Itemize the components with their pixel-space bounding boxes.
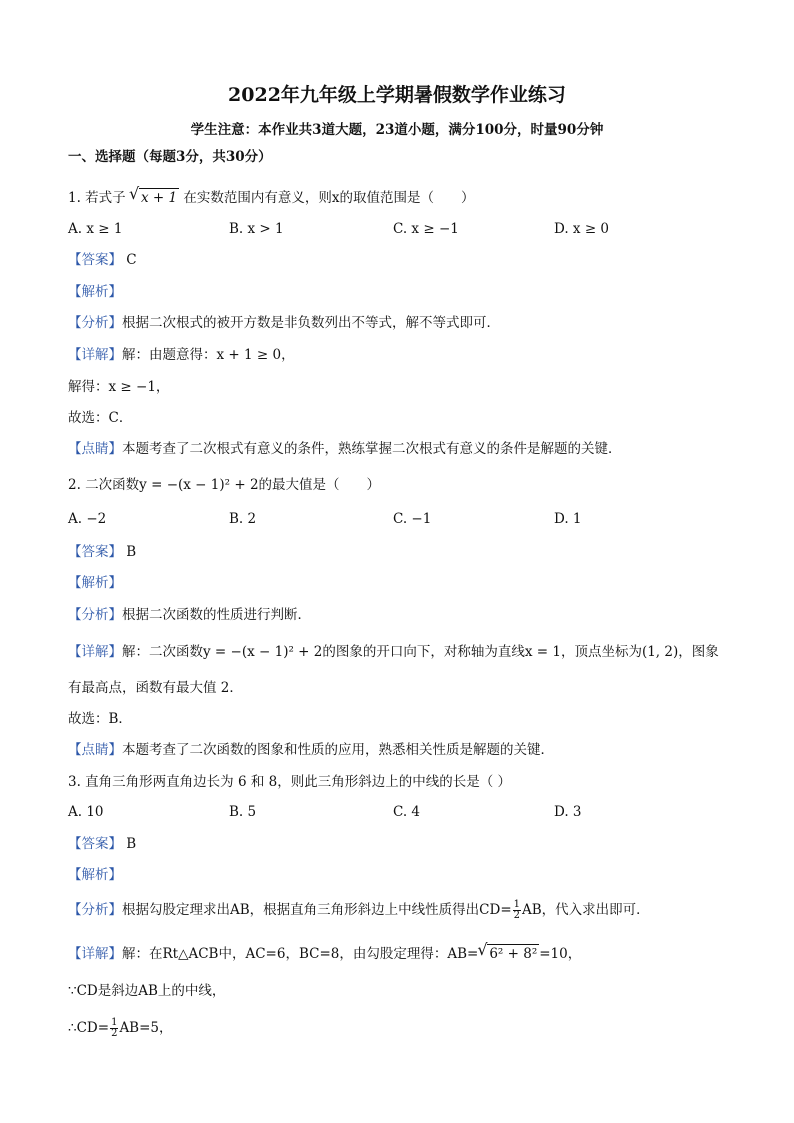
q3-therefore-b: AB=5， [119,1020,173,1036]
q2-answer [68,543,136,561]
q3-detail-b: =10， [539,946,582,962]
q3-sqrt [478,944,539,963]
section-heading: 一、选择题（每题3分，共30分） [68,149,272,165]
q2-option-a: A. −2 [68,511,107,527]
q1-detail-2: 解得：x ≥ −1， [68,379,170,395]
q3-radicand: 6² + 8² [489,946,538,962]
fraction-denominator: 2 [513,910,521,921]
answer-label: 【答案】 [68,836,122,852]
q1-detail [68,346,295,364]
q1-radicand: x + 1 [140,190,178,206]
fraction-numerator: 1 [111,1017,118,1028]
q1-stem [68,188,475,207]
half-fraction [110,1018,118,1039]
q1-suffix: 在实数范围内有意义，则x的取值范围是（ ） [183,190,475,206]
q1-dianjing [68,440,622,458]
answer-label: 【答案】 [68,544,122,560]
detail-label: 【详解】 [68,347,122,363]
q2-fenxi-text: 根据二次函数的性质进行判断． [122,607,311,623]
q1-answer-value: C [126,252,137,268]
q2-option-c: C. −1 [393,511,432,527]
q1-sqrt [130,188,179,207]
q2-dianjing [68,741,554,759]
q2-detail-3: 故选：B． [68,711,132,727]
q1-option-b: B. x > 1 [229,221,284,237]
fenxi-label: 【分析】 [68,902,122,918]
q3-therefore-a: ∴CD= [68,1020,110,1036]
q3-fenxi-a: 根据勾股定理求出AB，根据直角三角形斜边上中线性质得出CD= [122,902,512,918]
q3-detail [68,944,581,963]
student-notice: 学生注意：本作业共3道大题，23道小题，满分100分，时量90分钟 [190,122,604,138]
q3-stem: 3. 直角三角形两直角边长为 6 和 8，则此三角形斜边上的中线的长是（ ） [68,774,512,790]
q1-analysis-label [68,283,122,301]
q3-option-c: C. 4 [393,804,421,820]
q3-option-b: B. 5 [229,804,257,820]
q1-option-a: A. x ≥ 1 [68,221,123,237]
q3-fenxi-b: AB，代入求出即可． [522,902,650,918]
q2-detail-1: 解：二次函数y = −(x − 1)² + 2的图象的开口向下，对称轴为直线x = 1，顶点坐标为(1, 2)，图象 [122,644,719,660]
detail-label: 【详解】 [68,644,122,660]
q2-fenxi [68,606,311,624]
fenxi-label: 【分析】 [68,315,122,331]
fraction-numerator: 1 [513,899,521,910]
q1-prefix: 1. 若式子 [68,190,126,206]
q1-fenxi [68,314,500,332]
q3-answer-value: B [126,836,137,852]
detail-label: 【详解】 [68,946,122,962]
q1-option-d: D. x ≥ 0 [554,221,610,237]
q2-option-d: D. 1 [554,511,582,527]
dianjing-label: 【点睛】 [68,441,122,457]
q2-answer-value: B [126,544,137,560]
fenxi-label: 【分析】 [68,607,122,623]
q3-because: ∵CD是斜边AB上的中线， [68,983,226,999]
q1-fenxi-text: 根据二次根式的被开方数是非负数列出不等式，解不等式即可． [122,315,500,331]
q3-analysis-label [68,866,122,884]
q3-therefore [68,1018,173,1039]
q1-option-c: C. x ≥ −1 [393,221,459,237]
q3-fenxi [68,900,650,921]
analysis-label: 【解析】 [68,867,122,883]
answer-label: 【答案】 [68,252,122,268]
half-fraction [513,900,521,921]
dianjing-label: 【点睛】 [68,742,122,758]
q2-option-b: B. 2 [229,511,257,527]
q3-answer [68,835,136,853]
analysis-label: 【解析】 [68,575,122,591]
q1-answer [68,251,137,269]
q2-detail-2: 有最高点，函数有最大值 2． [68,680,243,696]
q1-dianjing-text: 本题考查了二次根式有意义的条件，熟练掌握二次根式有意义的条件是解题的关键． [122,441,622,457]
fraction-denominator: 2 [111,1028,118,1039]
q2-detail [68,643,719,661]
q3-option-d: D. 3 [554,804,582,820]
q3-option-a: A. 10 [68,804,104,820]
page-title: 2022年九年级上学期暑假数学作业练习 [228,84,566,106]
q1-detail-1: 解：由题意得：x + 1 ≥ 0， [122,347,295,363]
q3-detail-a: 解：在Rt△ACB中，AC=6，BC=8，由勾股定理得：AB= [122,946,479,962]
q2-stem: 2. 二次函数y = −(x − 1)² + 2的最大值是（ ） [68,477,381,493]
q1-detail-3: 故选：C． [68,410,133,426]
q2-analysis-label [68,574,122,592]
analysis-label: 【解析】 [68,284,122,300]
q2-dianjing-text: 本题考查了二次函数的图象和性质的应用，熟悉相关性质是解题的关键． [122,742,554,758]
